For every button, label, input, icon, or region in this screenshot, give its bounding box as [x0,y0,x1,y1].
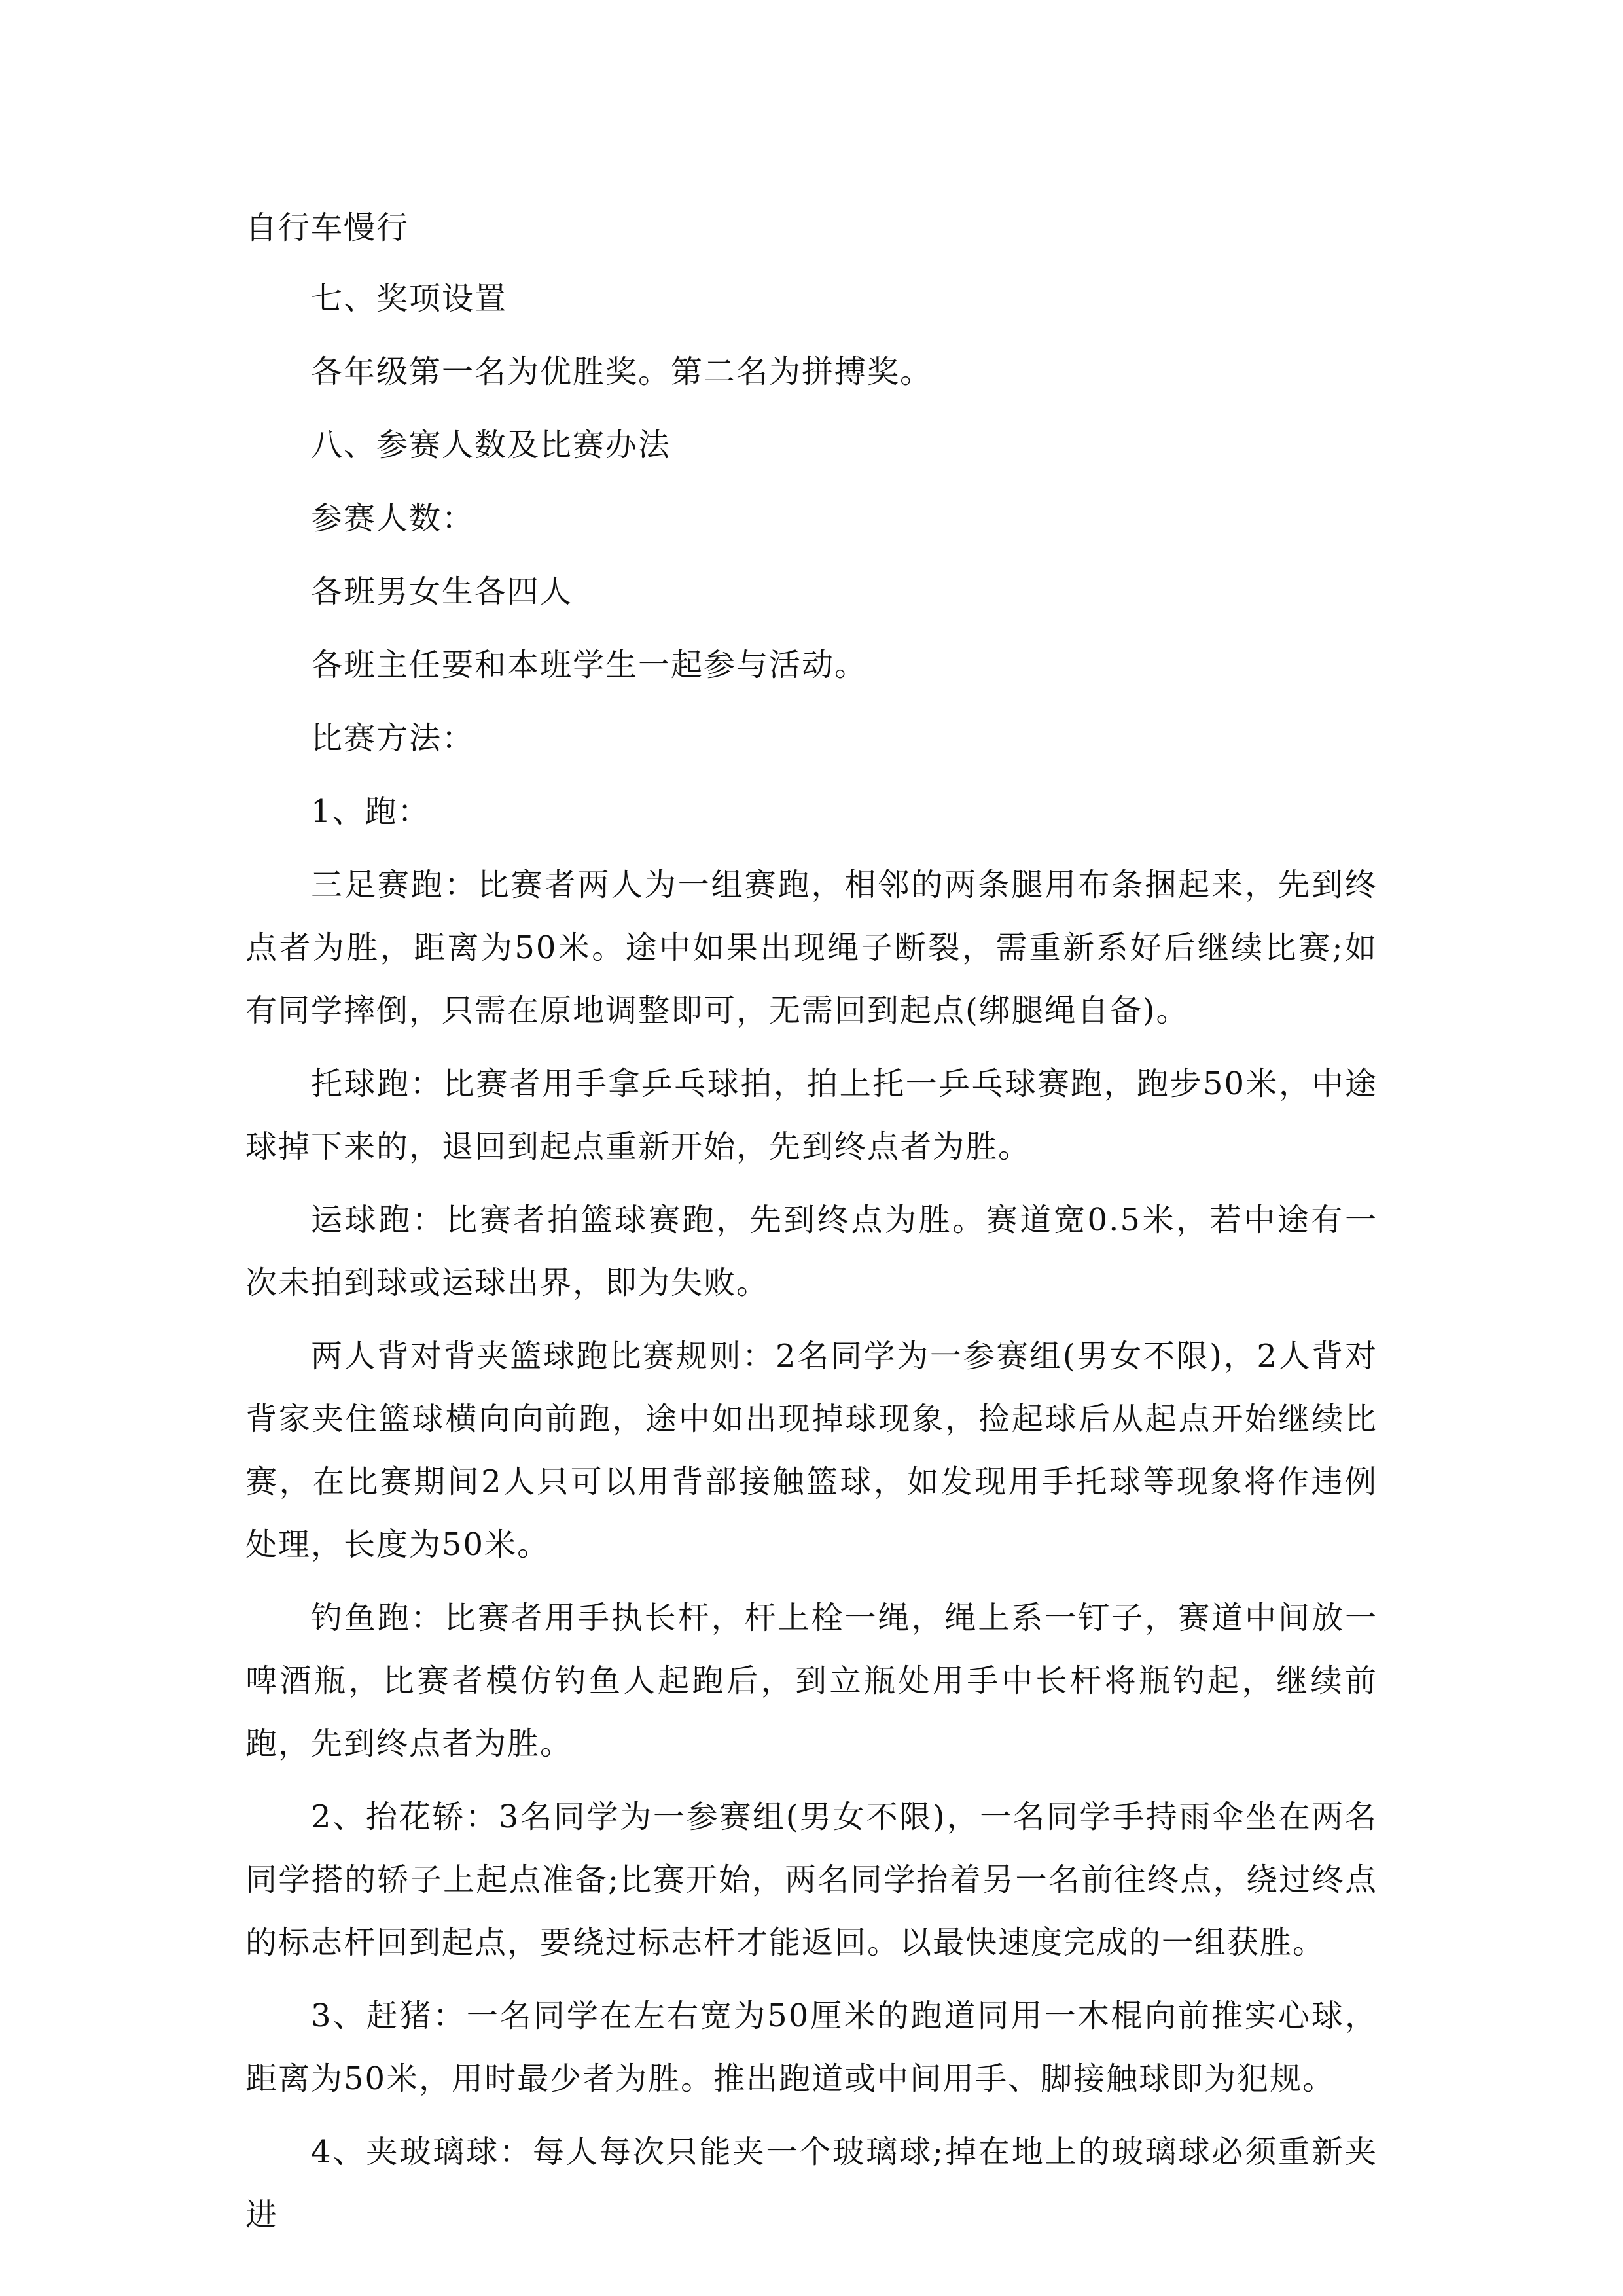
section-heading-participants: 八、参赛人数及比赛办法 [311,427,671,463]
paragraph: 1、跑： [311,793,431,830]
paragraph: 钓鱼跑：比赛者用手执长杆，杆上栓一绳，绳上系一钉子，赛道中间放一啤酒瓶，比赛者模仿钓鱼人起跑后，到立瓶处用手中长杆将瓶钓起，继续前跑，先到终点者为胜。 [245,1600,1378,1762]
paragraph: 各班男女生各四人 [311,573,573,610]
paragraph: 3、赶猪：一名同学在左右宽为50厘米的跑道同用一木棍向前推实心球，距离为50米，用时最少者为胜。推出跑道或中间用手、脚接触球即为犯规。 [245,1998,1378,2097]
paragraph: 参赛人数： [311,500,475,537]
paragraph: 三足赛跑：比赛者两人为一组赛跑，相邻的两条腿用布条捆起来，先到终点者为胜，距离为50米。途中如果出现绳子断裂，需重新系好后继续比赛;如有同学摔倒，只需在原地调整即可，无需回到起点(绑腿绳自备)。 [245,867,1378,1029]
paragraph: 托球跑：比赛者用手拿乒乓球拍，拍上托一乒乓球赛跑，跑步50米，中途球掉下来的，退回到起点重新开始，先到终点者为胜。 [245,1066,1378,1165]
paragraph-continuation: 自行车慢行 [245,209,410,246]
section-heading-awards: 七、奖项设置 [311,280,508,317]
paragraph: 两人背对背夹篮球跑比赛规则：2名同学为一参赛组(男女不限)，2人背对背家夹住篮球横向向前跑，途中如出现掉球现象，捡起球后从起点开始继续比赛，在比赛期间2人只可以用背部接触篮球，如发现用手托球等现象将作违例处理，长度为50米。 [245,1338,1378,1563]
paragraph: 各班主任要和本班学生一起参与活动。 [311,647,868,683]
paragraph: 运球跑：比赛者拍篮球赛跑，先到终点为胜。赛道宽0.5米，若中途有一次未拍到球或运球出界，即为失败。 [245,1202,1378,1301]
paragraph: 比赛方法： [311,720,475,757]
document-body [245,196,1378,2257]
paragraph: 2、抬花轿：3名同学为一参赛组(男女不限)，一名同学手持雨伞坐在两名同学搭的轿子上起点准备;比赛开始，两名同学抬着另一名前往终点，绕过终点的标志杆回到起点，要绕过标志杆才能返回。以最快速度完成的一组获胜。 [245,1799,1378,1961]
paragraph: 各年级第一名为优胜奖。第二名为拼搏奖。 [311,353,933,390]
paragraph: 4、夹玻璃球：每人每次只能夹一个玻璃球;掉在地上的玻璃球必须重新夹进 [245,2134,1378,2233]
